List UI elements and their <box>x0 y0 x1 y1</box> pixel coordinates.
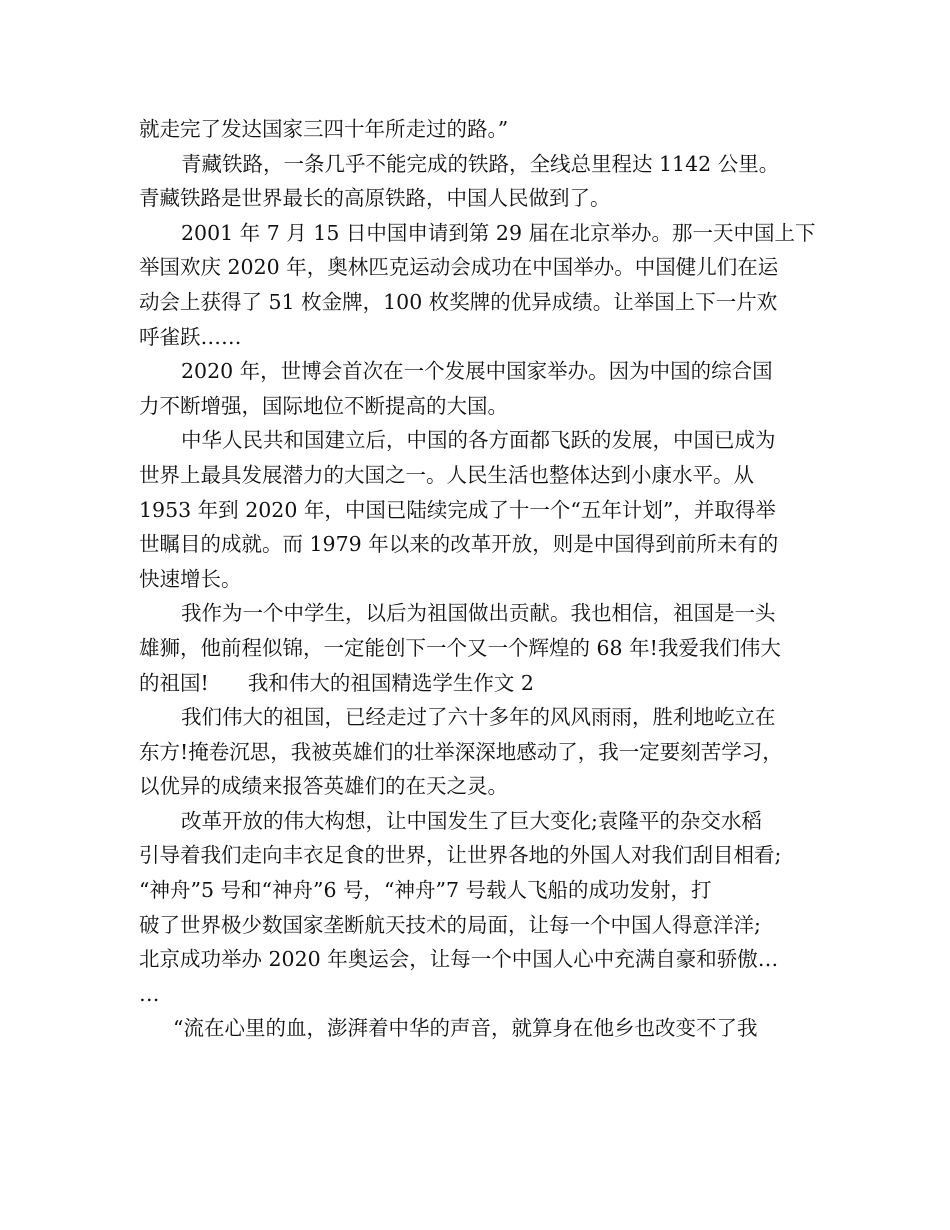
paragraph-start-line: “流在心里的血，澎湃着中华的声音，就算身在他乡也改变不了我 <box>173 1016 758 1041</box>
paragraph-start-line: 2020 年，世博会首次在一个发展中国家举办。因为中国的综合国 <box>181 359 773 384</box>
text-line: 北京成功举办 2020 年奥运会，让每一个中国人心中充满自豪和骄傲… <box>139 947 779 972</box>
paragraph-start-line: 2001 年 7 月 15 日中国申请到第 29 届在北京举办。那一天中国上下 <box>181 220 816 245</box>
text-line: … <box>139 981 160 1006</box>
text-line: 举国欢庆 2020 年，奥林匹克运动会成功在中国举办。中国健儿们在运 <box>139 255 779 280</box>
paragraph-start-line: 我们伟大的祖国，已经走过了六十多年的风风雨雨，胜利地屹立在 <box>181 705 776 730</box>
paragraph-start-line: 改革开放的伟大构想，让中国发生了巨大变化;袁隆平的杂交水稻 <box>181 808 762 833</box>
text-line: “神舟”5 号和“神舟”6 号，“神舟”7 号载人飞船的成功发射，打 <box>139 878 712 903</box>
text-line: 引导着我们走向丰衣足食的世界，让世界各地的外国人对我们刮目相看; <box>139 843 782 868</box>
essay-body <box>139 112 819 1046</box>
text-line: 青藏铁路是世界最长的高原铁路，中国人民做到了。 <box>139 186 611 211</box>
text-line: 快速增长。 <box>139 566 242 591</box>
text-line: 的祖国! 我和伟大的祖国精选学生作文 2 <box>139 670 534 695</box>
text-line: 世界上最具发展潜力的大国之一。人民生活也整体达到小康水平。从 <box>139 462 754 487</box>
text-line: 东方!掩卷沉思，我被英雄们的壮举深深地感动了，我一定要刻苦学习， <box>139 739 783 764</box>
text-line: 以优异的成绩来报答英雄们的在天之灵。 <box>139 774 508 799</box>
text-line: 动会上获得了 51 枚金牌，100 枚奖牌的优异成绩。让举国上下一片欢 <box>139 289 778 314</box>
text-line: 世瞩目的成就。而 1979 年以来的改革开放，则是中国得到前所未有的 <box>139 532 779 557</box>
paragraph-start-line: 我作为一个中学生，以后为祖国做出贡献。我也相信，祖国是一头 <box>181 601 776 626</box>
text-line: 呼雀跃…… <box>139 324 242 349</box>
paragraph-start-line: 青藏铁路，一条几乎不能完成的铁路，全线总里程达 1142 公里。 <box>181 151 780 176</box>
text-line: 破了世界极少数国家垄断航天技术的局面，让每一个中国人得意洋洋; <box>139 912 761 937</box>
text-line: 力不断增强，国际地位不断提高的大国。 <box>139 393 508 418</box>
paragraph-start-line: 中华人民共和国建立后，中国的各方面都飞跃的发展，中国已成为 <box>181 428 776 453</box>
text-line: 雄狮，他前程似锦，一定能创下一个又一个辉煌的 68 年!我爱我们伟大 <box>139 635 781 660</box>
text-line: 就走完了发达国家三四十年所走过的路。” <box>139 117 509 141</box>
text-line: 1953 年到 2020 年，中国已陆续完成了十一个“五年计划”，并取得举 <box>139 497 776 522</box>
